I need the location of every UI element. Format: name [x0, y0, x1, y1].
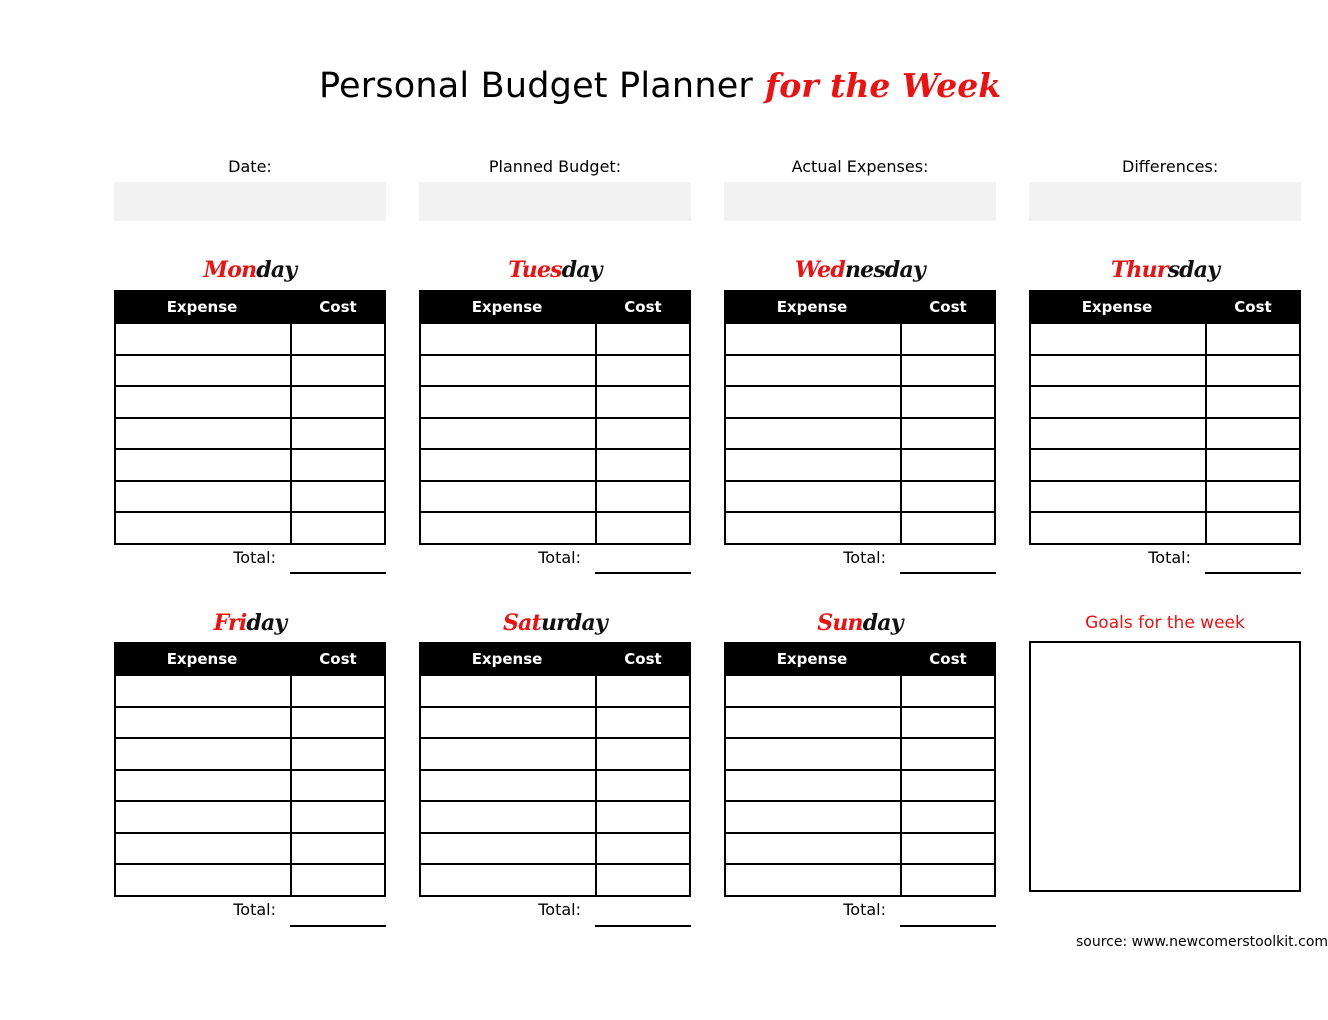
total-label: Total: [843, 900, 886, 919]
day-title-accent: Tues [508, 257, 562, 283]
cost-cell[interactable] [902, 450, 994, 480]
table-header [724, 290, 996, 324]
table-row [726, 417, 994, 449]
table-row [421, 385, 689, 417]
cost-cell[interactable] [1207, 356, 1299, 386]
table-row [421, 832, 689, 864]
total-field[interactable] [290, 572, 386, 574]
table-row [421, 769, 689, 801]
cost-cell[interactable] [292, 387, 384, 417]
expense-cell[interactable] [421, 865, 597, 895]
day-title-accent: Sat [503, 610, 541, 636]
table-row [116, 706, 384, 738]
expense-table-monday [114, 290, 386, 545]
expense-cell[interactable] [726, 802, 902, 832]
expense-cell[interactable] [421, 802, 597, 832]
day-title-rest: sday [1167, 257, 1220, 283]
title-script: for the Week [765, 66, 1002, 105]
total-field[interactable] [595, 925, 691, 927]
table-row [726, 480, 994, 512]
cost-cell[interactable] [597, 387, 689, 417]
table-row [116, 676, 384, 706]
table-row [116, 800, 384, 832]
table-row [726, 676, 994, 706]
cost-column-header: Cost [624, 650, 662, 668]
expense-cell[interactable] [1031, 450, 1207, 480]
cost-cell[interactable] [597, 739, 689, 769]
goals-title: Goals for the week [1085, 613, 1245, 633]
table-body [419, 676, 691, 897]
cost-cell[interactable] [597, 834, 689, 864]
cost-cell[interactable] [1207, 450, 1299, 480]
table-row [421, 706, 689, 738]
table-row [1031, 511, 1299, 543]
cost-cell[interactable] [292, 739, 384, 769]
table-header [419, 642, 691, 676]
differences-field[interactable] [1029, 182, 1301, 221]
total-label: Total: [843, 548, 886, 567]
table-row [1031, 385, 1299, 417]
date-label: Date: [228, 157, 272, 176]
expense-cell[interactable] [116, 708, 292, 738]
table-row [421, 511, 689, 543]
day-title-accent: Fri [213, 610, 247, 636]
expense-cell[interactable] [116, 834, 292, 864]
table-row [726, 448, 994, 480]
day-title-accent: Mon [203, 257, 257, 283]
expense-cell[interactable] [421, 676, 597, 706]
planned-budget-field[interactable] [419, 182, 691, 221]
cost-cell[interactable] [292, 356, 384, 386]
table-row [116, 863, 384, 895]
total-label: Total: [1148, 548, 1191, 567]
cost-cell[interactable] [597, 324, 689, 354]
table-row [116, 832, 384, 864]
total-field[interactable] [595, 572, 691, 574]
expense-table-saturday [419, 642, 691, 897]
day-title-rest: day [561, 257, 602, 283]
table-row [421, 417, 689, 449]
table-row [726, 354, 994, 386]
expense-cell[interactable] [116, 865, 292, 895]
table-header [724, 642, 996, 676]
cost-cell[interactable] [292, 450, 384, 480]
table-row [421, 800, 689, 832]
day-title-accent: Thur [1110, 257, 1168, 283]
cost-cell[interactable] [292, 324, 384, 354]
table-header [114, 290, 386, 324]
cost-cell[interactable] [292, 834, 384, 864]
table-header [1029, 290, 1301, 324]
expense-cell[interactable] [726, 865, 902, 895]
table-row [726, 737, 994, 769]
expense-cell[interactable] [726, 513, 902, 543]
expense-column-header: Expense [776, 650, 848, 668]
cost-cell[interactable] [1207, 482, 1299, 512]
expense-cell[interactable] [1031, 387, 1207, 417]
cost-cell[interactable] [292, 865, 384, 895]
expense-cell[interactable] [421, 513, 597, 543]
cost-column-header: Cost [319, 298, 357, 316]
cost-cell[interactable] [1207, 324, 1299, 354]
table-row [421, 676, 689, 706]
cost-column-header: Cost [929, 298, 967, 316]
total-field[interactable] [900, 925, 996, 927]
cost-cell[interactable] [597, 865, 689, 895]
table-row [421, 354, 689, 386]
table-row [726, 324, 994, 354]
cost-cell[interactable] [597, 802, 689, 832]
cost-column-header: Cost [929, 650, 967, 668]
table-row [116, 385, 384, 417]
table-row [116, 324, 384, 354]
expense-table-friday [114, 642, 386, 897]
table-body [1029, 324, 1301, 545]
cost-column-header: Cost [624, 298, 662, 316]
day-title-rest: day [246, 610, 287, 636]
cost-cell[interactable] [597, 450, 689, 480]
table-row [116, 354, 384, 386]
table-body [114, 676, 386, 897]
cost-cell[interactable] [597, 513, 689, 543]
table-row [1031, 448, 1299, 480]
cost-cell[interactable] [902, 802, 994, 832]
total-label: Total: [233, 900, 276, 919]
table-row [421, 737, 689, 769]
total-field[interactable] [1205, 572, 1301, 574]
table-body [419, 324, 691, 545]
table-row [1031, 324, 1299, 354]
expense-cell[interactable] [421, 771, 597, 801]
table-row [116, 737, 384, 769]
expense-cell[interactable] [421, 834, 597, 864]
table-body [724, 324, 996, 545]
cost-cell[interactable] [597, 419, 689, 449]
expense-cell[interactable] [116, 450, 292, 480]
goals-box[interactable] [1029, 641, 1301, 892]
day-title-rest: nesday [844, 257, 925, 283]
expense-table-sunday [724, 642, 996, 897]
cost-cell[interactable] [902, 739, 994, 769]
day-title-accent: Sun [817, 610, 863, 636]
expense-cell[interactable] [1031, 419, 1207, 449]
cost-cell[interactable] [597, 708, 689, 738]
expense-cell[interactable] [726, 419, 902, 449]
differences-label: Differences: [1122, 157, 1219, 176]
expense-cell[interactable] [726, 771, 902, 801]
table-row [726, 769, 994, 801]
cost-cell[interactable] [597, 771, 689, 801]
expense-cell[interactable] [116, 387, 292, 417]
table-row [1031, 354, 1299, 386]
table-row [421, 863, 689, 895]
expense-cell[interactable] [116, 324, 292, 354]
expense-cell[interactable] [421, 324, 597, 354]
cost-column-header: Cost [319, 650, 357, 668]
day-title-monday [114, 257, 386, 283]
day-title-accent: Wed [795, 257, 845, 283]
expense-cell[interactable] [1031, 324, 1207, 354]
table-row [421, 324, 689, 354]
cost-cell[interactable] [292, 771, 384, 801]
expense-cell[interactable] [421, 739, 597, 769]
expense-cell[interactable] [726, 482, 902, 512]
day-title-wednesday [724, 257, 996, 283]
cost-cell[interactable] [902, 356, 994, 386]
cost-cell[interactable] [902, 419, 994, 449]
cost-cell[interactable] [292, 419, 384, 449]
day-title-tuesday [419, 257, 691, 283]
table-row [116, 448, 384, 480]
actual-expenses-field[interactable] [724, 182, 996, 221]
expense-cell[interactable] [1031, 356, 1207, 386]
cost-cell[interactable] [902, 708, 994, 738]
expense-cell[interactable] [421, 387, 597, 417]
day-title-thursday [1029, 257, 1301, 283]
page-title [0, 66, 1320, 106]
day-title-friday [114, 610, 386, 636]
table-row [116, 417, 384, 449]
total-label: Total: [538, 548, 581, 567]
table-row [726, 706, 994, 738]
table-row [116, 511, 384, 543]
table-row [116, 480, 384, 512]
expense-cell[interactable] [421, 356, 597, 386]
cost-cell[interactable] [292, 513, 384, 543]
expense-cell[interactable] [116, 771, 292, 801]
cost-cell[interactable] [902, 387, 994, 417]
cost-cell[interactable] [902, 513, 994, 543]
expense-column-header: Expense [471, 650, 543, 668]
cost-cell[interactable] [1207, 419, 1299, 449]
expense-cell[interactable] [116, 482, 292, 512]
planned-budget-label: Planned Budget: [488, 157, 622, 176]
expense-cell[interactable] [116, 802, 292, 832]
actual-expenses-label: Actual Expenses: [791, 157, 929, 176]
cost-cell[interactable] [292, 482, 384, 512]
table-body [724, 676, 996, 897]
expense-cell[interactable] [421, 482, 597, 512]
cost-cell[interactable] [292, 802, 384, 832]
expense-column-header: Expense [471, 298, 543, 316]
cost-cell[interactable] [1207, 513, 1299, 543]
cost-cell[interactable] [902, 865, 994, 895]
total-label: Total: [233, 548, 276, 567]
expense-cell[interactable] [1031, 482, 1207, 512]
expense-table-wednesday [724, 290, 996, 545]
table-header [114, 642, 386, 676]
table-header [419, 290, 691, 324]
day-title-saturday [419, 610, 691, 636]
cost-column-header: Cost [1234, 298, 1272, 316]
table-body [114, 324, 386, 545]
cost-cell[interactable] [902, 676, 994, 706]
expense-column-header: Expense [166, 650, 238, 668]
expense-column-header: Expense [166, 298, 238, 316]
expense-cell[interactable] [726, 450, 902, 480]
total-field[interactable] [290, 925, 386, 927]
expense-cell[interactable] [116, 676, 292, 706]
table-row [116, 769, 384, 801]
expense-cell[interactable] [421, 450, 597, 480]
source-note: source: www.newcomerstoolkit.com [1076, 934, 1328, 950]
cost-cell[interactable] [1207, 387, 1299, 417]
expense-cell[interactable] [421, 708, 597, 738]
table-row [726, 511, 994, 543]
cost-cell[interactable] [292, 708, 384, 738]
cost-cell[interactable] [902, 771, 994, 801]
table-row [726, 385, 994, 417]
cost-cell[interactable] [597, 356, 689, 386]
expense-cell[interactable] [726, 356, 902, 386]
expense-table-thursday [1029, 290, 1301, 545]
day-title-sunday [724, 610, 996, 636]
expense-cell[interactable] [116, 419, 292, 449]
expense-cell[interactable] [1031, 513, 1207, 543]
expense-table-tuesday [419, 290, 691, 545]
day-title-rest: urday [540, 610, 607, 636]
title-main: Personal Budget Planner [318, 66, 754, 106]
cost-cell[interactable] [902, 324, 994, 354]
expense-cell[interactable] [726, 834, 902, 864]
table-row [726, 832, 994, 864]
table-row [1031, 417, 1299, 449]
cost-cell[interactable] [597, 482, 689, 512]
table-row [421, 480, 689, 512]
total-label: Total: [538, 900, 581, 919]
cost-cell[interactable] [902, 482, 994, 512]
expense-cell[interactable] [116, 513, 292, 543]
expense-column-header: Expense [1081, 298, 1153, 316]
cost-cell[interactable] [902, 834, 994, 864]
cost-cell[interactable] [292, 676, 384, 706]
table-row [726, 863, 994, 895]
expense-cell[interactable] [726, 387, 902, 417]
day-title-rest: day [862, 610, 903, 636]
day-title-rest: day [256, 257, 297, 283]
table-row [726, 800, 994, 832]
expense-column-header: Expense [776, 298, 848, 316]
expense-cell[interactable] [116, 356, 292, 386]
expense-cell[interactable] [421, 419, 597, 449]
expense-cell[interactable] [726, 739, 902, 769]
table-row [421, 448, 689, 480]
expense-cell[interactable] [726, 324, 902, 354]
expense-cell[interactable] [726, 676, 902, 706]
total-field[interactable] [900, 572, 996, 574]
expense-cell[interactable] [726, 708, 902, 738]
cost-cell[interactable] [597, 676, 689, 706]
table-row [1031, 480, 1299, 512]
expense-cell[interactable] [116, 739, 292, 769]
date-field[interactable] [114, 182, 386, 221]
